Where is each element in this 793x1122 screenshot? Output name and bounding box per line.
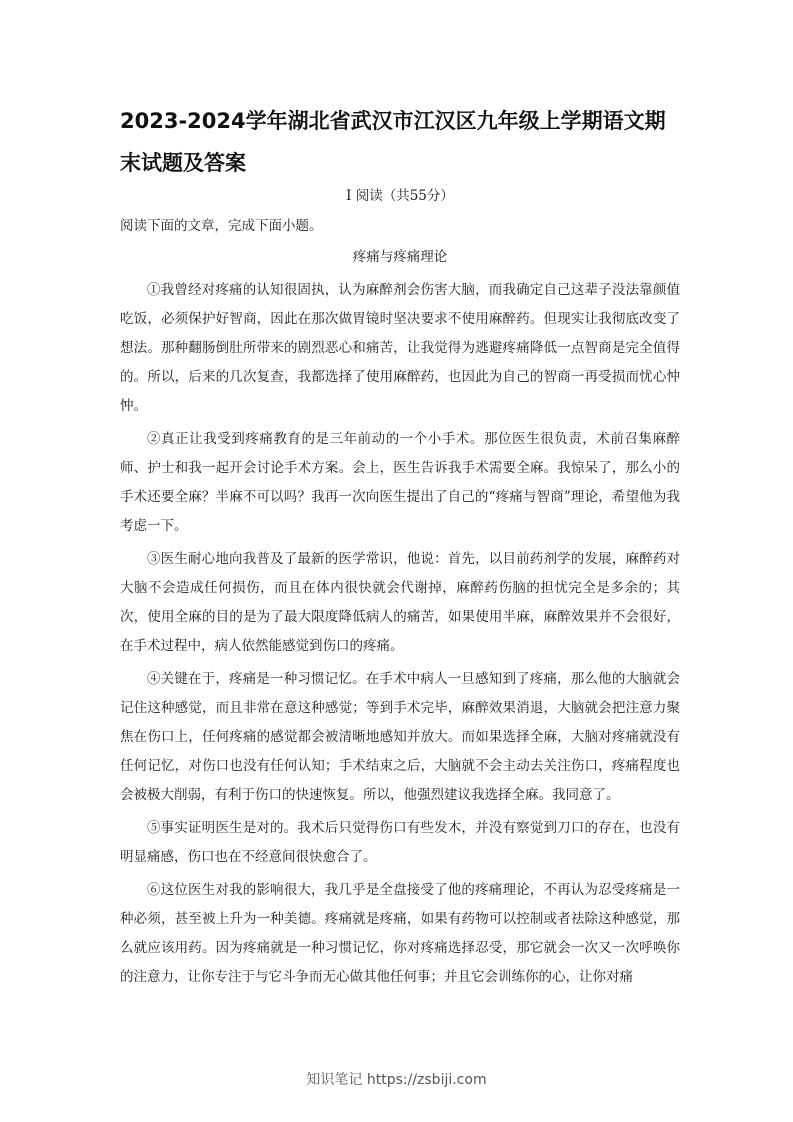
paragraph-1: ①我曾经对疼痛的认知很固执，认为麻醉剂会伤害大脑，而我确定自己这辈子没法靠颜值吃饭，必须保护好智商，因此在那次做胃镜时坚决要求不使用麻醉药。但现实让我彻底改变了想法。那种翻肠倒肚所带来的剧烈恶心和痛苦，让我觉得为逃避疼痛降低一点智商是完全值得的。所以，后来的几次复查，我都选择了使用麻醉药，也因此为自己的智商一再受损而忧心忡忡。: [120, 282, 680, 414]
paragraph-6: ⑥这位医生对我的影响很大，我几乎是全盘接受了他的疼痛理论，不再认为忍受疼痛是一种必须，甚至被上升为一种美德。疼痛就是疼痛，如果有药物可以控制或者祛除这种感觉，那么就应该用药。因为疼痛就是一种习惯记忆，你对疼痛选择忍受，那它就会一次又一次呼唤你的注意力，让你专注于与它斗争而无心做其他任何事；并且它会训练你的心，让你对痛: [120, 882, 680, 985]
paragraph-3: ③医生耐心地向我普及了最新的医学常识，他说：首先，以目前药剂学的发展，麻醉药对大脑不会造成任何损伤，而且在体内很快就会代谢掉，麻醉药伤脑的担忧完全是多余的；其次，使用全麻的目的是为了最大限度降低病人的痛苦，如果使用半麻，麻醉效果并不会很好，在手术过程中，病人依然能感觉到伤口的疼痛。: [120, 551, 680, 654]
paragraph-5: ⑤事实证明医生是对的。我术后只觉得伤口有些发木，并没有察觉到刀口的存在，也没有明显痛感，伤口也在不经意间很快愈合了。: [120, 820, 680, 865]
footer-watermark: 知识笔记 https://zsbiji.com: [306, 1072, 487, 1088]
reading-instruction: 阅读下面的文章，完成下面小题。: [120, 218, 323, 234]
paragraph-4: ④关键在于，疼痛是一种习惯记忆。在手术中病人一旦感知到了疼痛，那么他的大脑就会记住这种感觉，而且非常在意这种感觉；等到手术完毕，麻醉效果消退，大脑就会把注意力聚焦在伤口上，任何疼痛的感觉都会被清晰地感知并放大。而如果选择全麻，大脑对疼痛就没有任何记忆，对伤口也没有任何认知；手术结束之后，大脑就不会主动去关注伤口，疼痛程度也会被极大削弱，有利于伤口的快速恢复。所以，他强烈建议我选择全麻。我同意了。: [120, 671, 680, 803]
article-title: 疼痛与疼痛理论: [352, 249, 448, 265]
paragraph-2: ②真正让我受到疼痛教育的是三年前动的一个小手术。那位医生很负责，术前召集麻醉师、护士和我一起开会讨论手术方案。会上，医生告诉我手术需要全麻。我惊呆了，那么小的手术还要全麻？半麻不可以吗？我再一次向医生提出了自己的“疼痛与智商”理论，希望他为我考虑一下。: [120, 431, 680, 534]
article-body: [120, 276, 680, 996]
document-title: 2023-2024学年湖北省武汉市江汉区九年级上学期语文期末试题及答案: [120, 109, 666, 175]
section-heading: I 阅读（共55分）: [346, 188, 454, 204]
